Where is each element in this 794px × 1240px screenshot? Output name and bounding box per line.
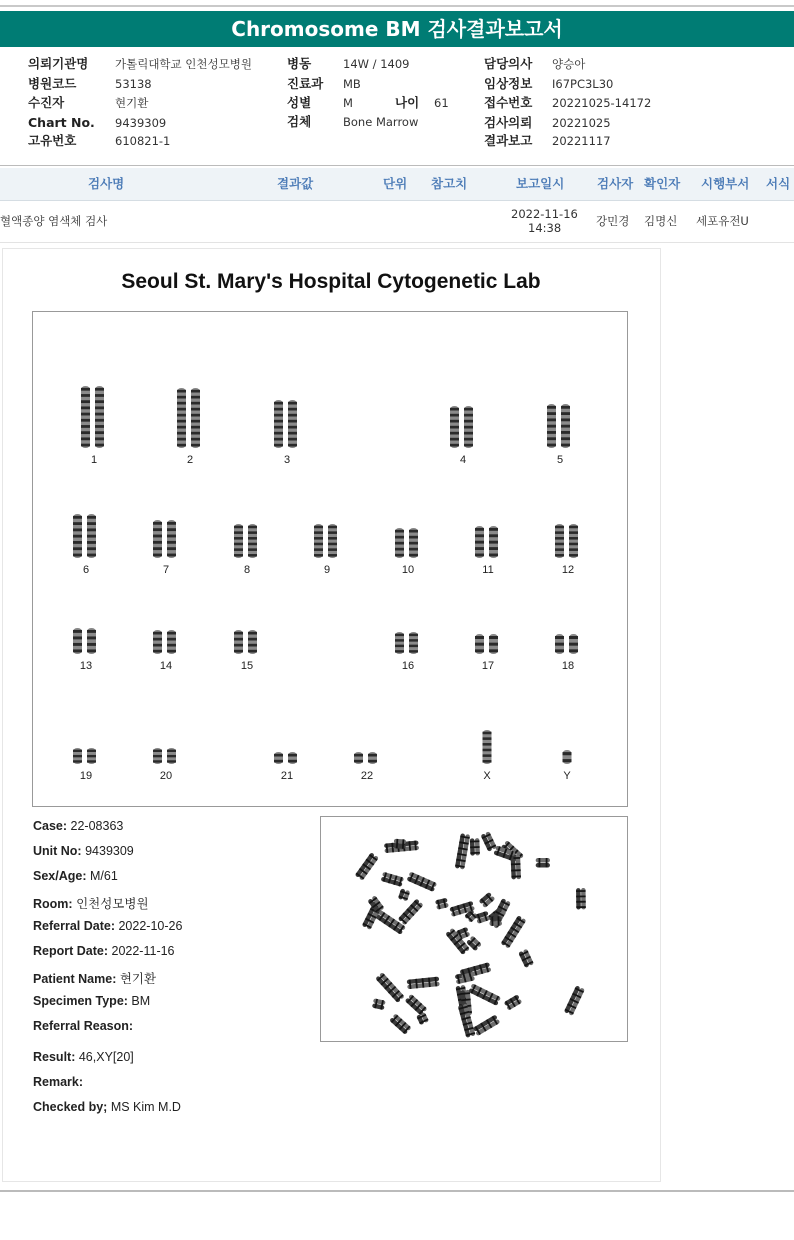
- metaphase-chromosome: [435, 898, 449, 910]
- remark: [33, 1075, 83, 1089]
- info-label-chart-no: Chart No.: [28, 115, 95, 130]
- chromosome-2: [173, 386, 207, 450]
- metaphase-chromosome: [518, 949, 534, 968]
- checked-by-value: MS Kim M.D: [110, 1100, 181, 1114]
- unit-no-label: Unit No:: [33, 844, 82, 858]
- referral-date-label: Referral Date:: [33, 919, 115, 933]
- info-value-unique-no: 610821-1: [115, 134, 171, 148]
- info-divider: [0, 165, 794, 166]
- info-label-age: 나이: [395, 95, 420, 110]
- top-divider: [0, 5, 794, 7]
- chromosome-Y: [550, 748, 584, 766]
- patient-name-value: 현기환: [119, 972, 157, 986]
- case-number: [33, 819, 123, 833]
- chromosome-13: [69, 626, 103, 656]
- metaphase-chromosome: [375, 972, 404, 1003]
- report-date-label: Report Date:: [33, 944, 109, 958]
- unit-no-value: 9439309: [85, 844, 134, 858]
- info-label-department: 진료과: [287, 76, 324, 91]
- metaphase-chromosome: [458, 1003, 476, 1037]
- info-label-patient: 수진자: [28, 95, 65, 110]
- room-label: Room:: [33, 897, 73, 911]
- chromosome-label-2: 2: [186, 454, 194, 466]
- chromosome-5: [543, 402, 577, 450]
- chromosome-11: [471, 524, 505, 560]
- metaphase-chromosome: [416, 1012, 429, 1025]
- chromosome-label-19: 19: [79, 770, 93, 782]
- metaphase-chromosome: [398, 898, 424, 925]
- specimen-type-value: BM: [131, 994, 151, 1008]
- chromosome-label-4: 4: [459, 454, 467, 466]
- chromosome-label-13: 13: [79, 660, 93, 672]
- chromosome-22: [350, 750, 384, 766]
- info-value-department: MB: [343, 77, 361, 91]
- row-divider: [0, 242, 794, 243]
- chromosome-16: [391, 630, 425, 656]
- info-value-ward: 14W / 1409: [343, 57, 410, 71]
- row-report-time: 14:38: [528, 221, 562, 235]
- checked-by: [33, 1100, 181, 1114]
- chromosome-label-12: 12: [561, 564, 575, 576]
- chromosome-20: [149, 746, 183, 766]
- referral-date: [33, 919, 182, 933]
- metaphase-chromosome: [407, 871, 438, 891]
- specimen-type: [33, 994, 150, 1008]
- info-label-result-report: 결과보고: [484, 133, 533, 148]
- info-value-result-report: 20221117: [552, 134, 611, 148]
- th-reference: 참고치: [431, 176, 468, 191]
- chromosome-label-15: 15: [240, 660, 254, 672]
- chromosome-17: [471, 632, 505, 656]
- info-value-sex: M: [343, 96, 353, 110]
- info-value-patient: 현기환: [115, 96, 149, 110]
- metaphase-chromosome: [576, 888, 586, 910]
- metaphase-chromosome: [460, 962, 492, 979]
- report-date: [33, 944, 175, 958]
- page-title: Chromosome BM 검사결과보고서: [0, 11, 794, 47]
- metaphase-chromosome: [536, 858, 550, 868]
- metaphase-chromosome: [405, 994, 428, 1016]
- chromosome-label-Y: Y: [563, 770, 571, 782]
- chromosome-label-7: 7: [162, 564, 170, 576]
- results-table-header: [0, 168, 794, 201]
- chromosome-19: [69, 746, 103, 766]
- th-result-value: 결과값: [277, 176, 314, 191]
- sex-age-value: M/61: [89, 869, 118, 883]
- th-unit: 단위: [383, 176, 408, 191]
- info-value-hospital-code: 53138: [115, 77, 152, 91]
- room: [33, 894, 149, 912]
- chromosome-X: [470, 728, 504, 766]
- referral-reason: [33, 1019, 133, 1033]
- chromosome-4: [446, 404, 480, 450]
- info-label-sex: 성별: [287, 95, 312, 110]
- info-value-doctor: 양승아: [552, 57, 586, 71]
- case-value: 22-08363: [70, 819, 124, 833]
- report-date-value: 2022-11-16: [111, 944, 175, 958]
- result-value: 46,XY[20]: [78, 1050, 134, 1064]
- th-confirmer: 확인자: [644, 176, 681, 191]
- th-department: 시행부서: [701, 176, 750, 191]
- info-label-institution: 의뢰기관명: [28, 56, 89, 71]
- remark-label: Remark:: [33, 1075, 84, 1089]
- unit-number: [33, 844, 134, 858]
- metaphase-chromosome: [455, 833, 470, 869]
- row-department: 세포유전U: [696, 214, 749, 228]
- lab-title: Seoul St. Mary's Hospital Cytogenetic Lab: [121, 270, 541, 293]
- case-label: Case:: [33, 819, 68, 833]
- metaphase-chromosome: [372, 998, 386, 1010]
- metaphase-chromosome: [564, 985, 585, 1016]
- row-test-name: 혈액종양 염색체 검사: [0, 214, 108, 228]
- info-label-hospital-code: 병원코드: [28, 76, 77, 91]
- chromosome-1: [77, 384, 111, 450]
- checked-by-label: Checked by;: [33, 1100, 108, 1114]
- info-label-receipt-no: 접수번호: [484, 95, 533, 110]
- chromosome-label-14: 14: [159, 660, 173, 672]
- info-label-clinical-info: 임상정보: [484, 76, 533, 91]
- info-value-request-date: 20221025: [552, 116, 611, 130]
- info-value-institution: 가톨릭대학교 인천성모병원: [115, 57, 252, 71]
- chromosome-label-5: 5: [556, 454, 564, 466]
- chromosome-10: [391, 526, 425, 560]
- metaphase-chromosome: [407, 977, 440, 990]
- chromosome-3: [270, 398, 304, 450]
- chromosome-label-21: 21: [280, 770, 294, 782]
- metaphase-chromosome: [481, 831, 498, 852]
- chromosome-18: [551, 632, 585, 656]
- chromosome-label-18: 18: [561, 660, 575, 672]
- referral-date-value: 2022-10-26: [118, 919, 183, 933]
- chromosome-label-1: 1: [90, 454, 98, 466]
- chromosome-9: [310, 522, 344, 560]
- info-value-receipt-no: 20221025-14172: [552, 96, 652, 110]
- info-value-clinical-info: I67PC3L30: [552, 77, 614, 91]
- info-value-chart-no: 9439309: [115, 116, 167, 130]
- row-tester: 강민경: [596, 214, 630, 228]
- chromosome-label-3: 3: [283, 454, 291, 466]
- specimen-type-label: Specimen Type:: [33, 994, 128, 1008]
- result-label: Result:: [33, 1050, 76, 1064]
- th-report-datetime: 보고일시: [516, 176, 565, 191]
- metaphase-chromosome: [381, 872, 404, 887]
- info-value-specimen: Bone Marrow: [343, 115, 419, 129]
- chromosome-label-11: 11: [482, 564, 494, 576]
- metaphase-chromosome: [504, 994, 523, 1010]
- metaphase-spread: [321, 817, 627, 1041]
- result: [33, 1050, 134, 1064]
- chromosome-label-10: 10: [401, 564, 415, 576]
- info-label-ward: 병동: [287, 56, 312, 71]
- metaphase-chromosome: [479, 892, 496, 908]
- chromosome-8: [230, 522, 264, 560]
- info-label-doctor: 담당의사: [484, 56, 533, 71]
- chromosome-6: [69, 512, 103, 560]
- chromosome-15: [230, 628, 264, 656]
- referral-reason-label: Referral Reason:: [33, 1019, 134, 1033]
- metaphase-image: [320, 816, 628, 1042]
- info-label-request-date: 검사의뢰: [484, 115, 533, 130]
- chromosome-label-6: 6: [82, 564, 90, 576]
- metaphase-chromosome: [475, 911, 490, 924]
- chromosome-21: [270, 750, 304, 766]
- sex-age-label: Sex/Age:: [33, 869, 87, 883]
- bottom-divider: [0, 1190, 794, 1192]
- chromosome-12: [551, 522, 585, 560]
- th-test-name: 검사명: [88, 176, 125, 191]
- info-label-specimen: 검체: [287, 114, 312, 129]
- patient-name: [33, 969, 156, 987]
- info-label-unique-no: 고유번호: [28, 133, 77, 148]
- info-value-age: 61: [434, 96, 449, 110]
- th-tester: 검사자: [597, 176, 634, 191]
- metaphase-chromosome: [398, 888, 410, 901]
- chromosome-label-8: 8: [243, 564, 251, 576]
- chromosome-14: [149, 628, 183, 656]
- chromosome-label-9: 9: [323, 564, 331, 576]
- chromosome-label-20: 20: [159, 770, 173, 782]
- metaphase-chromosome: [473, 1014, 501, 1036]
- th-form: 서식: [766, 176, 791, 191]
- metaphase-chromosome: [501, 915, 527, 948]
- row-report-date: 2022-11-16: [511, 207, 578, 221]
- metaphase-chromosome: [389, 1013, 411, 1034]
- patient-name-label: Patient Name:: [33, 972, 117, 986]
- chromosome-label-22: 22: [360, 770, 374, 782]
- metaphase-chromosome: [470, 838, 480, 856]
- sex-age: [33, 869, 118, 883]
- chromosome-label-X: X: [483, 770, 491, 782]
- room-value: 인천성모병원: [76, 897, 149, 911]
- row-confirmer: 김명신: [644, 214, 678, 228]
- metaphase-chromosome: [355, 852, 379, 881]
- chromosome-label-16: 16: [401, 660, 415, 672]
- chromosome-7: [149, 518, 183, 560]
- metaphase-chromosome: [468, 983, 501, 1006]
- chromosome-label-17: 17: [481, 660, 495, 672]
